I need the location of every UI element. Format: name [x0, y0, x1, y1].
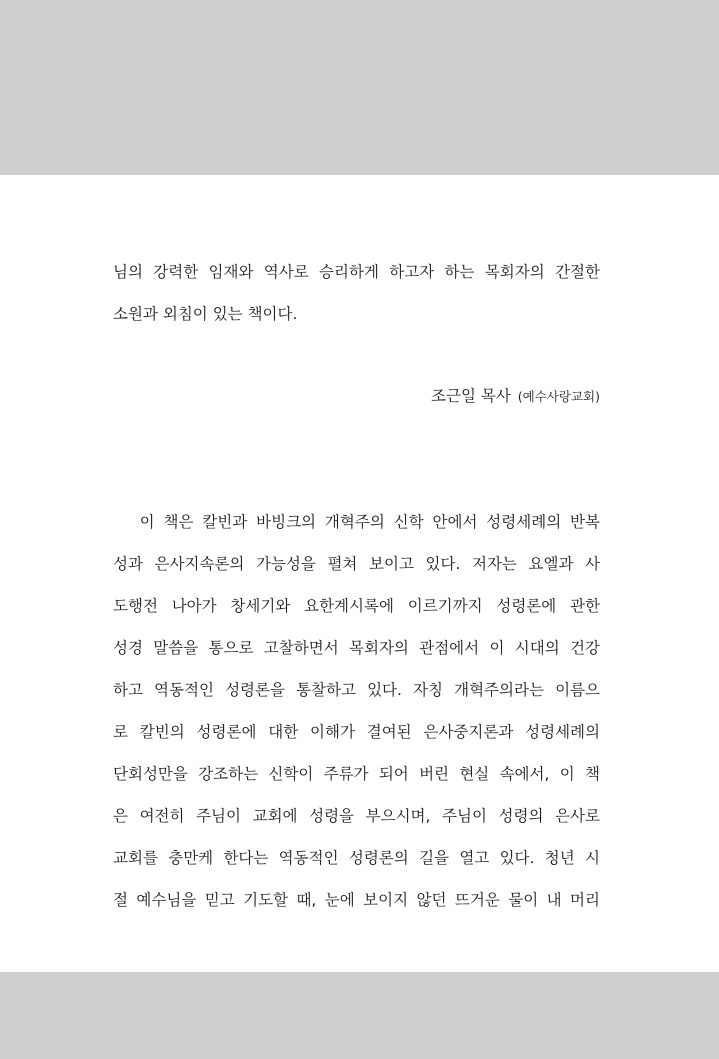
- paragraph-line: 님의 강력한 임재와 역사로 승리하게 하고자 하는 목회자의 간절한: [113, 263, 600, 281]
- paragraph-line: 이 책은 칼빈과 바빙크의 개혁주의 신학 안에서 성령세례의 반복: [113, 513, 600, 531]
- paragraph-line: 은 여전히 주님이 교회에 성령을 부으시며, 주님이 성령의 은사로: [113, 807, 600, 825]
- signature-name: 조근일 목사: [431, 387, 511, 405]
- bottom-margin-band: [0, 972, 719, 1059]
- paragraph-line: 하고 역동적인 성령론을 통찰하고 있다. 자칭 개혁주의라는 이름으: [113, 681, 600, 699]
- paragraph-line: 소원과 외침이 있는 책이다.: [113, 305, 298, 323]
- signature-church: (예수사랑교회): [517, 389, 600, 404]
- paragraph-line: 교회를 충만케 한다는 역동적인 성령론의 길을 열고 있다. 청년 시: [113, 849, 600, 867]
- closing-paragraph: [113, 251, 600, 335]
- paragraph-line: 도행전 나아가 창세기와 요한계시록에 이르기까지 성령론에 관한: [113, 597, 600, 615]
- paragraph-line: 절 예수님을 믿고 기도할 때, 눈에 보이지 않던 뜨거운 물이 내 머리: [113, 891, 600, 909]
- paragraph-line: 로 칼빈의 성령론에 대한 이해가 결여된 은사중지론과 성령세례의: [113, 723, 600, 741]
- paragraph-line: 성경 말씀을 통으로 고찰하면서 목회자의 관점에서 이 시대의 건강: [113, 639, 600, 657]
- paragraph-line: 단회성만을 강조하는 신학이 주류가 되어 버린 현실 속에서, 이 책: [113, 765, 600, 783]
- top-margin-band: [0, 0, 719, 175]
- body-paragraph: [113, 501, 600, 921]
- document-page: [0, 175, 719, 972]
- endorsement-signature: [431, 375, 600, 417]
- paragraph-line: 성과 은사지속론의 가능성을 펼쳐 보이고 있다. 저자는 요엘과 사: [113, 555, 600, 573]
